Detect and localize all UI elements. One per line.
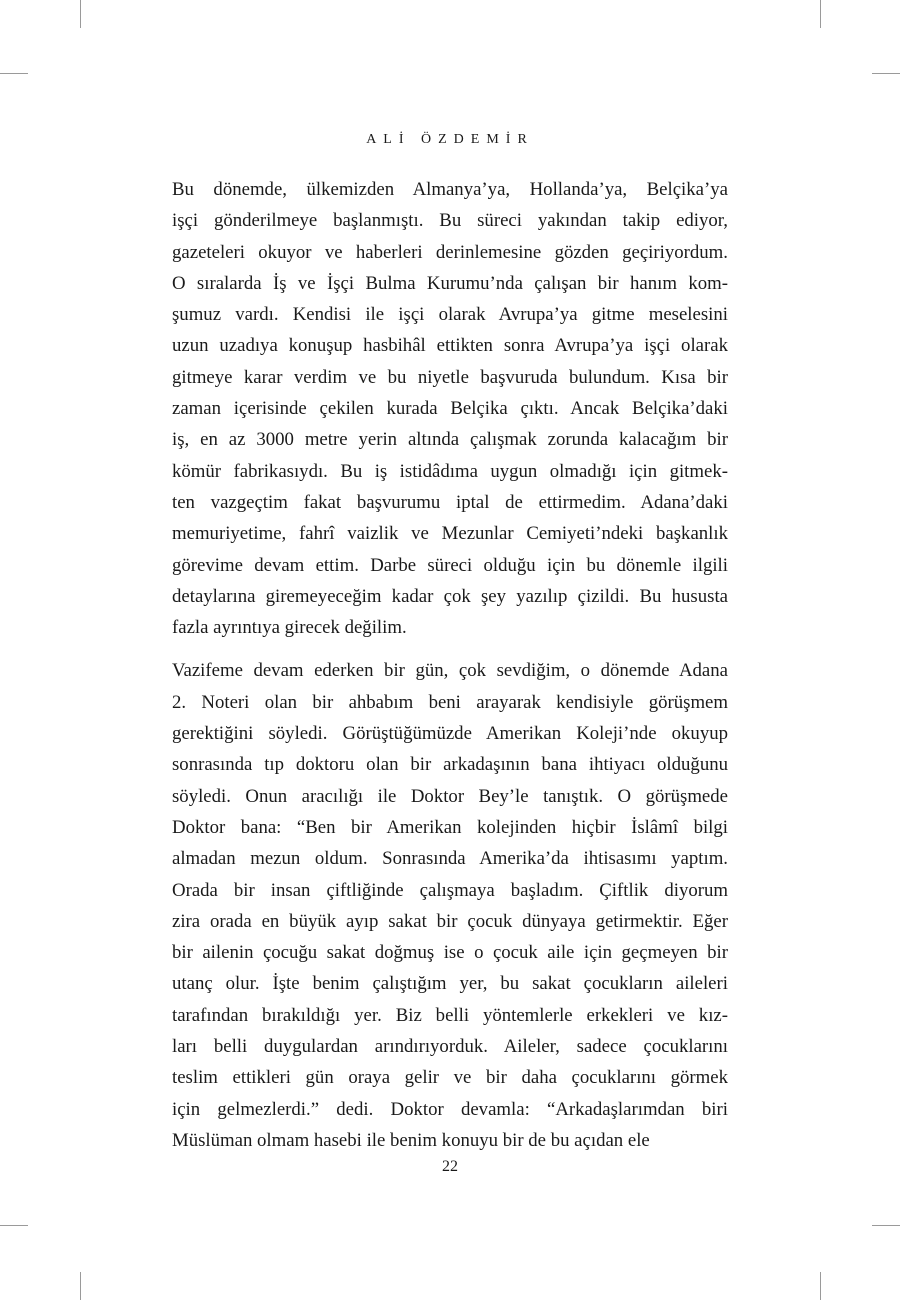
crop-mark-top-right	[820, 0, 821, 28]
text-line: memuriyetime, fahrî vaizlik ve Mezunlar Cemiyeti’ndeki başkanlık	[172, 523, 728, 545]
text-line: Bu dönemde, ülkemizden Almanya’ya, Hollanda’ya, Belçika’ya	[172, 179, 728, 200]
text-line: sonrasında tıp doktoru olan bir arkadaşının bana ihtiyacı olduğunu	[172, 754, 728, 776]
crop-mark-left-top	[0, 73, 28, 74]
crop-mark-right-top	[872, 73, 900, 74]
running-head: ALİ ÖZDEMİR	[366, 132, 534, 147]
page-number: 22	[442, 1158, 458, 1175]
text-line: detaylarına giremeyeceğim kadar çok şey yazılıp çizildi. Bu hususta	[172, 585, 728, 607]
text-line: gazeteleri okuyor ve haberleri derinlemesine gözden geçiriyordum.	[172, 241, 728, 263]
text-line: söyledi. Onun aracılığı ile Doktor Bey’le tanıştık. O görüşmede	[172, 785, 728, 807]
crop-mark-bottom-left	[80, 1272, 81, 1300]
text-line: bir ailenin çocuğu sakat doğmuş ise o çocuk aile için geçmeyen bir	[172, 942, 728, 964]
text-line: gerektiğini söyledi. Görüştüğümüzde Amerikan Koleji’nde okuyup	[172, 723, 728, 745]
text-line: Doktor bana: “Ben bir Amerikan kolejinden hiçbir İslâmî bilgi	[172, 816, 728, 838]
text-line: işçi gönderilmeye başlanmıştı. Bu süreci yakından takip ediyor,	[172, 210, 728, 232]
text-line: gitmeye karar verdim ve bu niyetle başvuruda bulundum. Kısa bir	[172, 366, 728, 388]
text-line: 2. Noteri olan bir ahbabım beni arayarak kendisiyle görüşmem	[172, 691, 728, 713]
text-line: Orada bir insan çiftliğinde çalışmaya başladım. Çiftlik diyorum	[172, 879, 728, 901]
text-line: fazla ayrıntıya girecek değilim.	[172, 617, 407, 639]
text-line: ları belli duygulardan arındırıyorduk. Aileler, sadece çocuklarını	[172, 1036, 728, 1058]
crop-mark-left-bottom	[0, 1225, 28, 1226]
paragraph-2	[172, 655, 728, 1156]
text-line: uzun uzadıya konuşup hasbihâl ettikten sonra Avrupa’ya işçi olarak	[172, 335, 728, 357]
text-line: teslim ettikleri gün oraya gelir ve bir daha çocuklarını görmek	[172, 1067, 728, 1089]
text-line: Vazifeme devam ederken bir gün, çok sevdiğim, o dönemde Adana	[172, 660, 728, 682]
text-line: Müslüman olmam hasebi ile benim konuyu bir de bu açıdan ele	[172, 1129, 650, 1151]
text-line: şumuz vardı. Kendisi ile işçi olarak Avrupa’ya gitme meselesini	[172, 304, 728, 326]
text-line: O sıralarda İş ve İşçi Bulma Kurumu’nda çalışan bir hanım kom-	[172, 272, 728, 294]
crop-mark-top-left	[80, 0, 81, 28]
paragraph-1	[172, 174, 728, 643]
text-line: görevime devam ettim. Darbe süreci olduğu için bu dönemle ilgili	[172, 554, 728, 576]
text-line: tarafından bırakıldığı yer. Biz belli yöntemlerle erkekleri ve kız-	[172, 1004, 728, 1026]
text-line: zira orada en büyük ayıp sakat bir çocuk dünyaya getirmektir. Eğer	[172, 910, 728, 932]
crop-mark-right-bottom	[872, 1225, 900, 1226]
crop-mark-bottom-right	[820, 1272, 821, 1300]
body-text	[172, 174, 728, 1156]
text-line: utanç olur. İşte benim çalıştığım yer, bu sakat çocukların aileleri	[172, 973, 728, 995]
text-line: zaman içerisinde çekilen kurada Belçika çıktı. Ancak Belçika’daki	[172, 398, 728, 420]
text-line: kömür fabrikasıydı. Bu iş istidâdıma uygun olmadığı için gitmek-	[172, 460, 728, 482]
text-line: iş, en az 3000 metre yerin altında çalışmak zorunda kalacağım bir	[172, 429, 728, 451]
text-line: almadan mezun oldum. Sonrasında Amerika’da ihtisasımı yaptım.	[172, 848, 728, 870]
text-line: için gelmezlerdi.” dedi. Doktor devamla: “Arkadaşlarımdan biri	[172, 1098, 728, 1120]
text-line: ten vazgeçtim fakat başvurumu iptal de ettirmedim. Adana’daki	[172, 491, 728, 513]
